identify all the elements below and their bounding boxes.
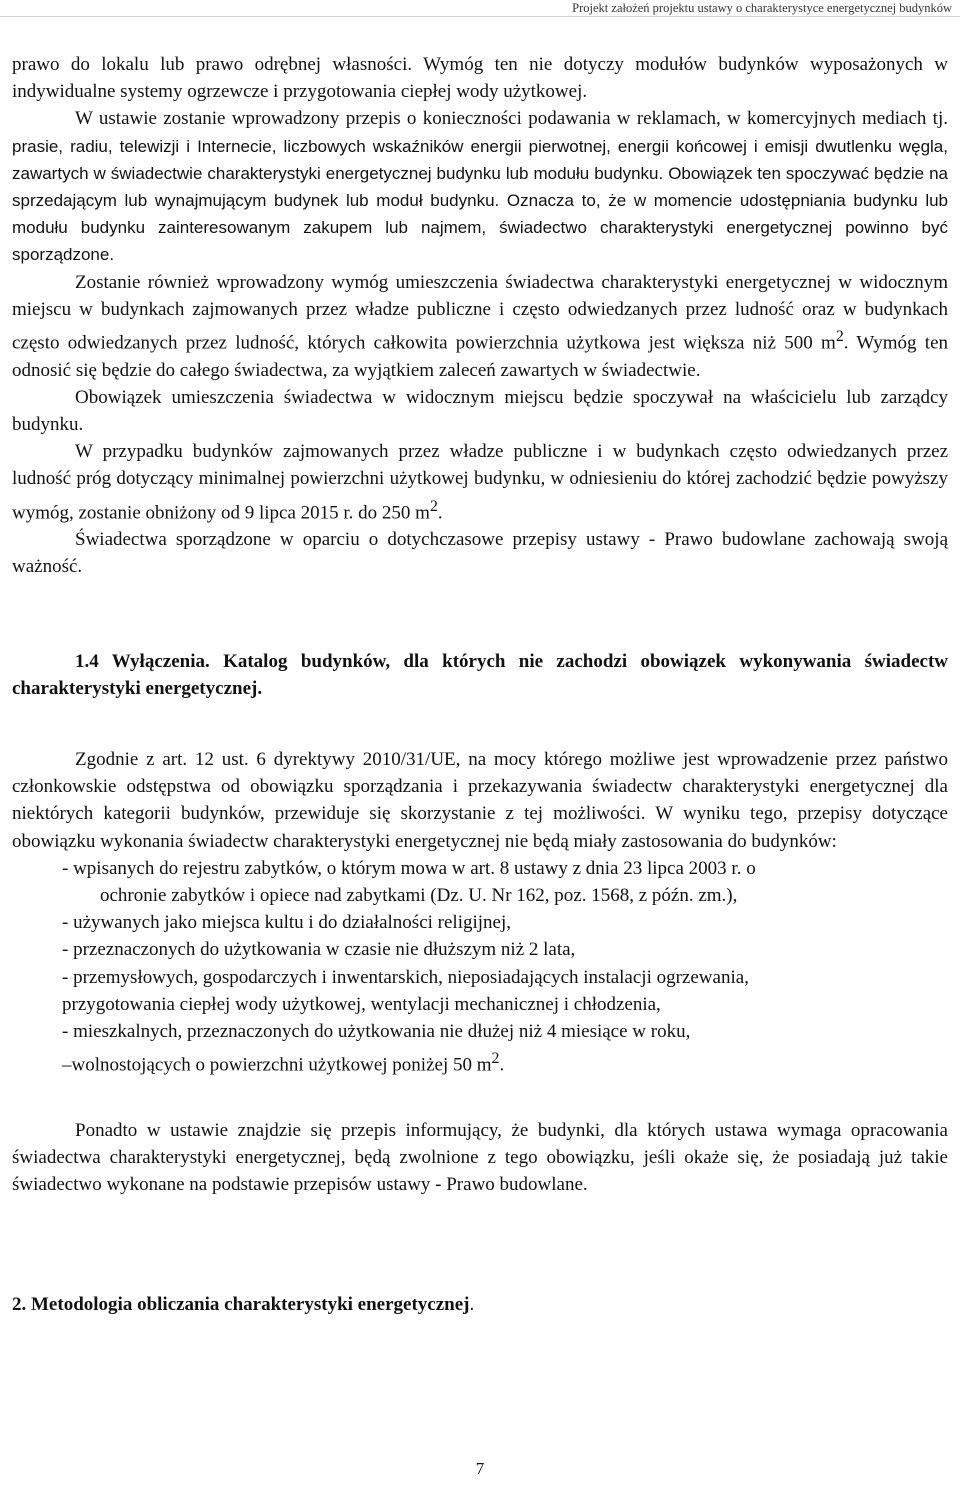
list-item: - przeznaczonych do użytkowania w czasie nie dłuższym niż 2 lata, bbox=[62, 939, 576, 961]
paragraph bbox=[12, 269, 948, 384]
section-heading bbox=[12, 1291, 948, 1318]
paragraph: Zgodnie z art. 12 ust. 6 dyrektywy 2010/31/UE, na mocy którego możliwe jest wprowadzenie przez państwo członkowskie odstępstwa od obowiązku sporządzania i przekazywania świadectw charakterystyki energetycznej dla niektórych kategorii budynków, przewiduje się skorzystanie z tej możliwości. W wyniku tego, przepisy dotyczące obowiązku wykonania świadectw charakterystyki energetycznej nie będą miały zastosowania do budynków: bbox=[12, 748, 948, 852]
superscript: 2 bbox=[429, 497, 438, 515]
list-item-text: –wolnostojących o powierzchni użytkowej poniżej 50 m bbox=[62, 1054, 492, 1076]
section-heading-text: 2. Metodologia obliczania charakterystyki energetycznej bbox=[12, 1294, 470, 1316]
paragraph-text: . bbox=[437, 501, 443, 523]
paragraph-text: Zostanie również wprowadzony wymóg umieszczenia świadectwa charakterystyki energetycznej w widocznym miejscu w budynkach zajmowanych przez władze publiczne i często odwiedzanych przez ludność oraz w budynkach często odwiedzanych przez ludność, których całkowita powierzchnia użytkowa jest większa niż 500 m bbox=[12, 271, 948, 354]
running-header: Projekt założeń projektu ustawy o charakterystyce energetycznej budynków bbox=[0, 0, 960, 17]
paragraph: Świadectwa sporządzone w oparciu o dotychczasowe przepisy ustawy - Prawo budowlane zachowają swoją ważność. bbox=[12, 529, 948, 578]
list-item: - mieszkalnych, przeznaczonych do użytkowania nie dłużej niż 4 miesiące w roku, bbox=[62, 1020, 691, 1042]
paragraph: prawo do lokalu lub prawo odrębnej własności. Wymóg ten nie dotyczy modułów budynków wyposażonych w indywidualne systemy ogrzewcze i przygotowania ciepłej wody użytkowej. bbox=[12, 54, 948, 103]
list-item-text: . bbox=[499, 1054, 505, 1076]
paragraph: Obowiązek umieszczenia świadectwa w widocznym miejscu będzie spoczywał na właścicielu lub zarządcy budynku. bbox=[12, 386, 948, 435]
paragraph bbox=[12, 105, 948, 268]
list-item bbox=[12, 1045, 948, 1079]
page-number: 7 bbox=[475, 1459, 485, 1478]
list-item: przygotowania ciepłej wody użytkowej, wentylacji mechanicznej i chłodzenia, bbox=[62, 993, 661, 1015]
section-heading: 1.4 Wyłączenia. Katalog budynków, dla których nie zachodzi obowiązek wykonywania świadectw charakterystyki energetycznej. bbox=[12, 650, 948, 699]
paragraph-text: prasie, radiu, telewizji i Internecie, liczbowych wskaźników energii pierwotnej, energii końcowej i emisji dwutlenku węgla, zawartych w świadectwie charakterystyki energetycznej budynku lub modułu budynku. Obowiązek ten spoczywać będzie na sprzedającym lub wynajmującym budynek lub moduł budynku. Oznacza to, że w momencie udostępniania budynku lub modułu budynku zainteresowanym zakupem lub najmem, świadectwo charakterystyki energetycznej powinno być sporządzone. bbox=[12, 136, 948, 265]
list-item: - przemysłowych, gospodarczych i inwentarskich, nieposiadających instalacji ogrzewania, bbox=[62, 966, 749, 988]
list-item: - używanych jako miejsca kultu i do działalności religijnej, bbox=[62, 912, 512, 934]
paragraph-text: W przypadku budynków zajmowanych przez władze publiczne i w budynkach często odwiedzanych przez ludność próg dotyczący minimalnej powierzchni użytkowej budynku, w odniesieniu do której zachodzić będzie powyższy wymóg, zostanie obniżony od 9 lipca 2015 r. do 250 m bbox=[12, 441, 948, 523]
list-item: - wpisanych do rejestru zabytków, o którym mowa w art. 8 ustawy z dnia 23 lipca 2003 r. o bbox=[62, 857, 756, 879]
document-body bbox=[12, 51, 948, 1319]
paragraph: Ponadto w ustawie znajdzie się przepis informujący, że budynki, dla których ustawa wymaga opracowania świadectwa charakterystyki energetycznej, będą zwolnione z tego obowiązku, jeśli okaże się, że posiadają już takie świadectwo wykonane na podstawie przepisów ustawy - Prawo budowlane. bbox=[12, 1119, 948, 1196]
exemption-list bbox=[12, 855, 948, 1079]
paragraph-text: W ustawie zostanie wprowadzony przepis o konieczności podawania w reklamach, w komercyjnych mediach tj. bbox=[75, 108, 948, 130]
list-item: ochronie zabytków i opiece nad zabytkami (Dz. U. Nr 162, poz. 1568, z późn. zm.), bbox=[100, 884, 738, 906]
paragraph bbox=[12, 438, 948, 526]
superscript: 2 bbox=[835, 328, 844, 346]
paragraph-text: . Wymóg ten odnosić się będzie do całego świadectwa, za wyjątkiem zaleceń zawartych w świadectwie. bbox=[12, 332, 948, 381]
section-heading-text: . bbox=[469, 1294, 475, 1316]
superscript: 2 bbox=[491, 1050, 500, 1068]
